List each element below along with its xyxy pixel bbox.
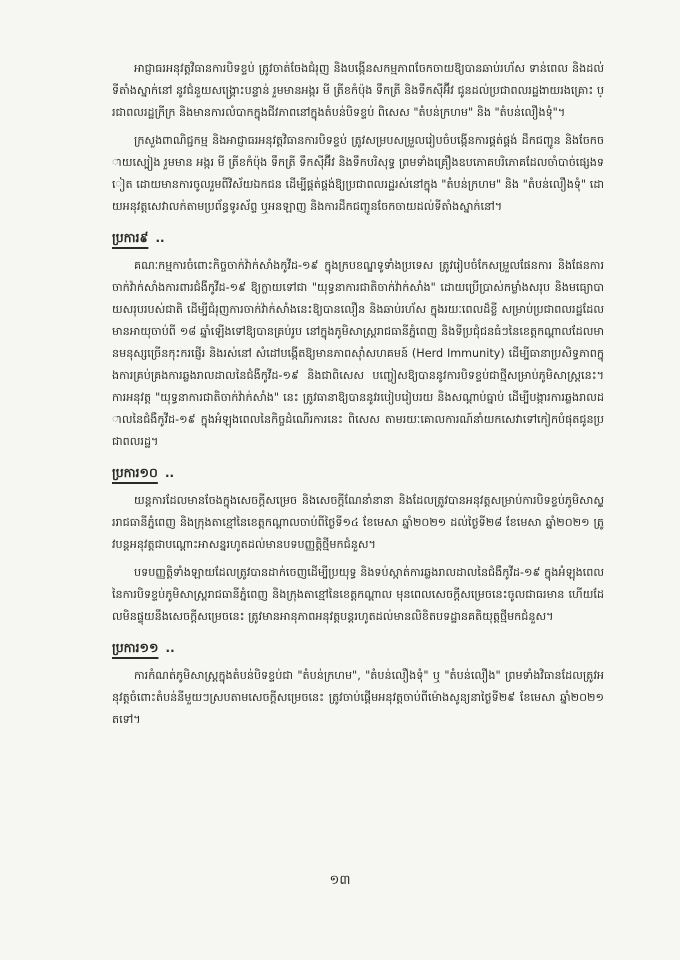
paragraph: គណៈកម្មការចំពោះកិច្ចចាក់វ៉ាក់សាំងកូវីដ-១៩ ក្នុងក្របខណ្ឌទូទាំងប្រទេស ត្រូវរៀបចំកែសម្រួលផែនការ និងផែនការចាក់វ៉ាក់សាំងការពារជំងឺកូវីដ-១៩ ឱ្យក្លាយទៅជា "យុទ្ធនាការជាតិចាក់វ៉ាក់សាំង" ដោយប្រើប្រាស់កម្លាំងសរុប និងមធ្យោបាយសរុបរបស់ជាតិ ដើម្បីជំរុញការចាក់វ៉ាក់សាំងនេះឱ្យបានលឿន និងឆាប់រហ័ស ក្នុងរយៈពេលដ៏ខ្លី សម្រាប់ប្រជាពលរដ្ឋដែលមានអាយុចាប់ពី ១៨ ឆ្នាំឡើងទៅឱ្យបានគ្រប់រូប នៅក្នុងភូមិសាស្ត្ររាជធានីភ្នំពេញ និងទីប្រជុំជនធំៗនៃខេត្តកណ្តាលដែលមានមនុស្សច្រើនកុះករផ្ញើរ និងរស់នៅ សំដៅបង្កើតឱ្យមានភាពស៊ាំសហគមន៍ (Herd Immunity) ដើម្បីធានាប្រសិទ្ធភាពក្នុងការគ្រប់គ្រងការឆ្លងរាលដាលនៃជំងឺកូវីដ-១៩ និងជាពិសេស បញ្ចៀសឱ្យបាននូវការបិទខ្ទប់ជាថ្មីសម្រាប់ភូមិសាស្ត្រនេះ។ ការអនុវត្ត "យុទ្ធនាការជាតិចាក់វ៉ាក់សាំង" នេះ ត្រូវធានាឱ្យបាននូវរបៀបរៀបរយ និងសណ្តាប់ធ្នាប់ ដើម្បីបង្ការការឆ្លងរាលដាលនៃជំងឺកូវីដ-១៩ ក្នុងអំឡុងពេលនៃកិច្ចដំណើរការនេះ ពិសេស តាមរយៈគោលការណ៍នាំយកសេវាទៅកៀកបំផុតជូនប្រជាពលរដ្ឋ។	[112, 259, 604, 448]
heading-suffix: ..	[164, 466, 175, 480]
article-heading: ប្រការ៩	[112, 230, 149, 245]
article-heading-row	[112, 634, 604, 663]
paragraph: អាជ្ញាធរអនុវត្តវិធានការបិទខ្ទប់ ត្រូវចាត់ចែងជំរុញ និងបង្កើនសកម្មភាពចែកចាយឱ្យបានឆាប់រហ័ស ទាន់ពេល និងដល់ទីតាំងស្នាក់នៅ នូវជំនួយសង្គ្រោះបន្ទាន់ រួមមានអង្ករ មី ត្រីខកំប៉ុង ទឹកត្រី និងទឹកស៊ីអ៊ីវ ជូនដល់ប្រជាពលរដ្ឋងាយរងគ្រោះ ប្រជាពលរដ្ឋក្រីក្រ និងមានការលំបាកក្នុងជីវភាពនៅក្នុងតំបន់បិទខ្ទប់ ពិសេស "តំបន់ក្រហម" និង "តំបន់លឿងទុំ"។	[112, 62, 604, 119]
paragraph: បទបញ្ញត្តិទាំងឡាយដែលត្រូវបានដាក់ចេញដើម្បីប្រយុទ្ធ និងទប់ស្កាត់ការឆ្លងរាលដាលនៃជំងឺកូវីដ-១៩ ក្នុងអំឡុងពេលនៃការបិទខ្ទប់ភូមិសាស្ត្ររាជធានីភ្នំពេញ និងក្រុងតាខ្មៅនៃខេត្តកណ្តាល មុនពេលសេចក្តីសម្រេចនេះចូលជាធរមាន ហើយដែលមិនផ្ទុយនឹងសេចក្តីសម្រេចនេះ ត្រូវមានអានុភាពអនុវត្តបន្តរហូតដល់មានលិខិតបទដ្ឋានគតិយុត្តថ្មីមកជំនួស។	[112, 566, 604, 623]
paragraph: ការកំណត់ភូមិសាស្ត្រក្នុងតំបន់បិទខ្ទប់ជា "តំបន់ក្រហម", "តំបន់លឿងទុំ" ឬ "តំបន់លឿង" ព្រមទាំងវិធានដែលត្រូវអនុវត្តចំពោះតំបន់នីមួយៗស្របតាមសេចក្តីសម្រេចនេះ ត្រូវចាប់ផ្តើមអនុវត្តចាប់ពីម៉ោងសូន្យនាថ្ងៃទី២៩ ខែមេសា ឆ្នាំ២០២១ តទៅ។	[112, 669, 604, 726]
article-heading-row	[112, 459, 604, 488]
heading-suffix: ..	[155, 231, 165, 245]
paragraph: យន្តការដែលមានចែងក្នុងសេចក្តីសម្រេច និងសេចក្តីណែនាំនានា និងដែលត្រូវបានអនុវត្តសម្រាប់ការបិទខ្ទប់ភូមិសាស្ត្ររាជធានីភ្នំពេញ និងក្រុងតាខ្មៅនៃខេត្តកណ្តាលចាប់ពីថ្ងៃទី១៤ ខែមេសា ឆ្នាំ២០២១ ដល់ថ្ងៃទី២៨ ខែមេសា ឆ្នាំ២០២១ ត្រូវបន្តអនុវត្តជាបណ្តោះអាសន្នរហូតដល់មានបទបញ្ញត្តិថ្មីមកជំនួស។	[112, 494, 604, 551]
page-number: ១៣	[329, 873, 351, 888]
paragraph: ក្រសួងពាណិជ្ជកម្ម និងអាជ្ញាធរអនុវត្តវិធានការបិទខ្ទប់ ត្រូវសម្របសម្រួលរៀបចំបង្កើនការផ្គត់ផ្គង់ ដឹកជញ្ជូន និងចែកចាយស្បៀង រួមមាន អង្ករ មី ត្រីខកំប៉ុង ទឹកត្រី ទឹកស៊ីអ៊ីវ និងទឹកបរិសុទ្ធ ព្រមទាំងគ្រឿងឧបភោគបរិភោគដែលចាំបាច់ផ្សេងទៀត ដោយមានការចូលរួមពីវិស័យឯកជន ដើម្បីផ្គត់ផ្គង់ឱ្យប្រជាពលរដ្ឋរស់នៅក្នុង "តំបន់ក្រហម" និង "តំបន់លឿងទុំ" ដោយអនុវត្តសេវាលក់តាមប្រព័ន្ធទូរស័ព្ទ ឬអនឡាញ និងការដឹកជញ្ជូនចែកចាយដល់ទីតាំងស្នាក់នៅ។	[112, 134, 604, 213]
article-heading-row	[112, 224, 604, 253]
article-heading: ប្រការ១១	[112, 640, 159, 655]
heading-suffix: ..	[165, 641, 175, 655]
article-heading: ប្រការ១០	[112, 465, 158, 480]
